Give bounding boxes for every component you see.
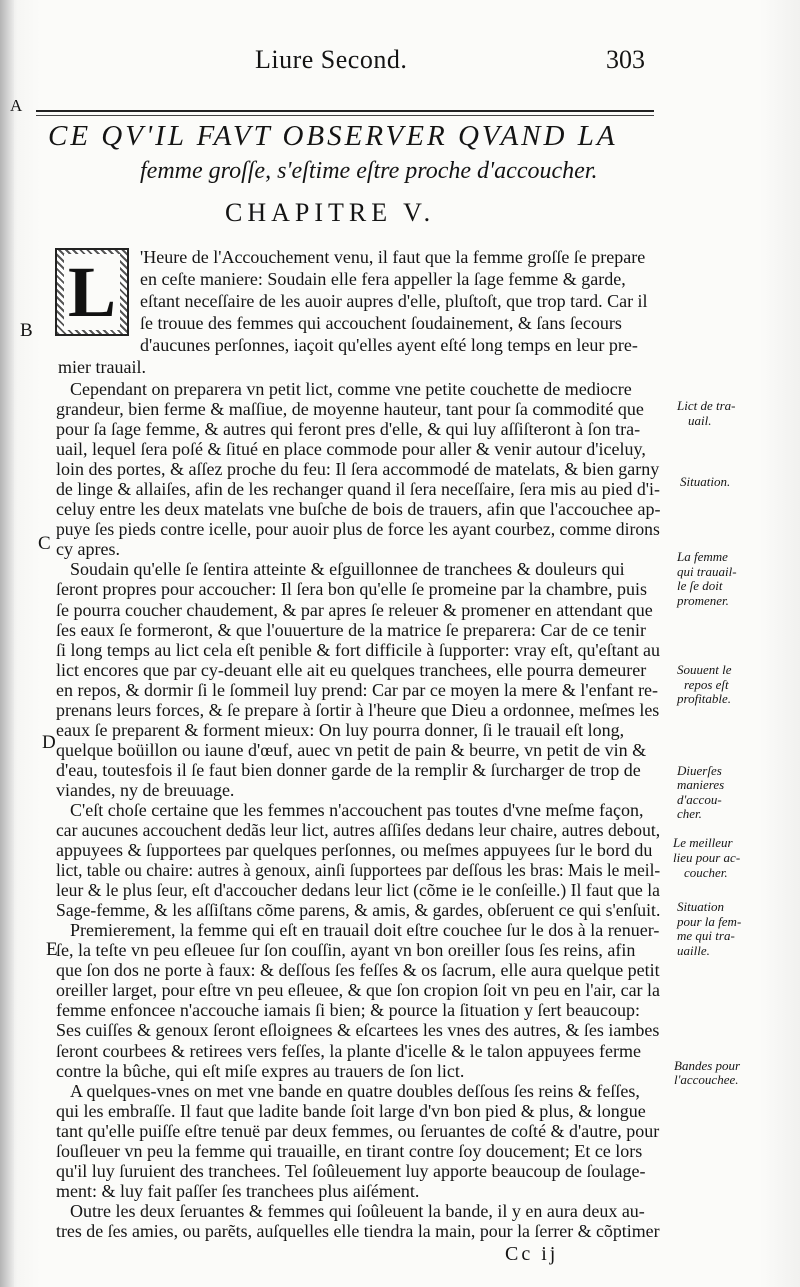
chapter-title-line-1: CE QV'IL FAVT OBSERVER QVAND LA <box>48 120 618 152</box>
margin-note: repos eſt <box>684 676 729 692</box>
margin-note: Diuerſes <box>677 762 722 778</box>
text-line: mier trauail. <box>58 357 146 377</box>
margin-note: promener. <box>677 593 729 609</box>
text-line: lict encores que par cy-deuant elle ait eu quelques tranchees, elle pourra demeurer <box>56 659 647 680</box>
text-line: appuyees & ſupportees par quelques perſonnes, ou meſmes appuyees ſur le bord du <box>56 840 653 861</box>
margin-note: Souuent le <box>677 662 732 678</box>
section-letter-e: E <box>46 939 58 961</box>
text-line: Ses cuiſſes & genoux ſeront eſloignees & eſcartees les vnes des autres, & ſes iambes <box>56 1020 660 1041</box>
text-line: leur & le plus ſeur, eſt d'accoucher dedans leur lict (cõme ie le conſeille.) Il faut que la <box>56 880 660 901</box>
text-line: loin des portes, & aſſez proche du feu: Il ſera accommodé de matelats, & bien garny <box>56 459 660 480</box>
text-line: viandes, ny de breuuage. <box>56 779 235 800</box>
section-letter-a: A <box>10 96 23 115</box>
margin-note: uail. <box>688 412 712 428</box>
margin-note: l'accouchee. <box>674 1072 739 1088</box>
text-line: qu'il luy ſuruient des tranchees. Tel ſoûleuement luy apporte beaucoup de ſoulage- <box>56 1160 646 1181</box>
text-line: d'eau, toutesfois il ſe faut bien donner garde de la remplir & ſurcharger de trop de <box>56 759 641 780</box>
margin-note: Le meilleur <box>673 835 733 851</box>
text-line: grandeur, bien ferme & maſſiue, de moyenne hauteur, tant pour ſa commodité que <box>56 399 644 420</box>
margin-note: cher. <box>677 806 702 822</box>
margin-note: qui trauail- <box>677 563 737 579</box>
text-line: pour ſa ſage femme, & autres qui feront pres d'elle, & qui luy aſſiſteront à ſon tra- <box>56 419 641 440</box>
text-line: femme enfoncee n'accouche iamais ſi bien; & pource la ſituation y ſert beaucoup: <box>56 1000 641 1021</box>
text-line: celuy entre les deux matelats vne buſche de bois de trauers, afin que l'accouchee ap- <box>56 499 661 520</box>
margin-note: profitable. <box>677 691 732 707</box>
text-line: d'aucunes perſonnes, iaçoit qu'elles ayent eſté long temps en leur pre- <box>140 335 638 355</box>
margin-note: Bandes pour <box>674 1057 741 1073</box>
chapter-title-line-2: femme groſſe, s'eſtime eſtre proche d'accoucher. <box>140 158 598 184</box>
text-line: que ſon dos ne porte à faux: & deſſous ſes feſſes & os ſacrum, elle aura quelque petit <box>56 960 660 981</box>
text-line: A quelques-vnes on met vne bande en quatre doubles deſſous ſes reins & feſſes, <box>70 1080 640 1101</box>
section-letter-b: B <box>20 320 33 341</box>
page-number: 303 <box>606 45 645 74</box>
margin-note: me qui tra- <box>677 928 735 944</box>
text-line: de linge & allaiſes, afin de les rechanger quand il ſera neceſſaire, ſera mis au pied d'i- <box>56 479 660 500</box>
text-line: contre la bûche, qui eſt miſe expres au trauers de ſon lict. <box>56 1060 465 1081</box>
margin-note: manieres <box>677 777 725 793</box>
text-line: ſe, la teſte vn peu eſleuee ſur ſon couſſin, ayant vn bon oreiller ſous ſes reins, afin <box>56 940 636 961</box>
text-line: ſe trouue des femmes qui accouchent ſoudainement, & ſans ſecours <box>140 313 622 333</box>
section-letter-d: D <box>42 731 56 753</box>
text-line: tant qu'elle puiſſe eſtre tenuë par deux femmes, ou ſeruantes de coſté & d'autre, pour <box>56 1120 660 1141</box>
section-letter-c: C <box>38 532 51 554</box>
text-line: qui les embraſſe. Il faut que ladite bande ſoit large d'vn bon pied & plus, & longue <box>56 1100 646 1121</box>
margin-note: pour la fem- <box>677 913 742 929</box>
ornamental-initial-letter: L <box>64 254 120 330</box>
text-line: ſeront courbees & retirees vers feſſes, la plante d'icelle & le talon appuyees ferme <box>56 1040 641 1061</box>
ornamental-initial <box>55 248 129 336</box>
text-line: prenans leurs forces, & ſe prepare à ſortir à l'heure que Dieu a ordonnee, meſmes les <box>56 699 660 720</box>
text-line: ſes eaux ſe formeront, & que l'ouuerture de la matrice ſe preparera: Car de ce tenir <box>56 619 646 640</box>
margin-note: lieu pour ac- <box>673 850 741 865</box>
margin-note: le ſe doit <box>677 578 723 594</box>
text-line: lict, table ou chaire: autres à genoux, ainſi ſupportees par deſſous les bras: Mais le meil- <box>56 860 661 881</box>
text-line: Sage-femme, & les aſſiſtans cõme parens, & amis, & gardes, obſeruent ce qui s'enſuit. <box>56 900 661 921</box>
text-line: tres de ſes amies, ou parẽts, auſquelles elle tiendra la main, pour la ſerrer & cõptimer <box>56 1220 660 1241</box>
text-line: en repos, & dormir ſi le ſommeil luy prend: Car par ce moyen la mere & l'enfant re- <box>56 679 659 700</box>
signature-mark: Cc ij <box>505 1243 559 1265</box>
text-line: Premierement, la femme qui eſt en trauail doit eſtre couchee ſur le dos à la renuer- <box>70 920 660 941</box>
text-line: oreiller larget, pour eſtre vn peu eſleuee, & que ſon cropion ſoit vn peu en l'air, car la <box>56 980 660 1001</box>
text-line: ment: & luy fait paſſer ſes tranchees plus aiſément. <box>56 1180 420 1201</box>
text-line: ſi long temps au lict cela eſt penible & fort difficile à ſupporter: vray eſt, qu'eſtant au <box>56 639 661 660</box>
text-line: 'Heure de l'Accouchement venu, il faut que la femme groſſe ſe prepare <box>140 247 646 267</box>
margin-note: Lict de tra- <box>677 398 736 414</box>
text-line: eaux ſe preparent & forment mieux: On luy pourra donner, ſi le trauail eſt long, <box>56 719 625 740</box>
text-line: en ceſte maniere: Soudain elle fera appeller la ſage femme & garde, <box>140 269 626 289</box>
margin-note: coucher. <box>684 864 728 880</box>
text-line: car aucunes accouchent dedãs leur lict, autres aſſiſes dedans leur chaire, autres debout, <box>56 820 661 841</box>
text-line: puye ſes pieds contre icelle, pour auoir plus de force les ayant courbez, comme dirons <box>56 519 660 540</box>
text-line: ſeront propres pour accoucher: Il ſera bon qu'elle ſe promeine par la chambre, puis <box>56 579 648 600</box>
margin-note: Situation. <box>680 473 731 489</box>
margin-note: La femme <box>677 549 728 565</box>
text-line: quelque boüillon ou iaune d'œuf, auec vn petit de pain & beurre, vn petit de vin & <box>56 739 647 760</box>
text-line: ſouſleuer vn peu la femme qui trauaille, en tirant contre ſoy doucement; Et ce lors <box>56 1140 643 1161</box>
text-line: cy apres. <box>56 539 120 560</box>
text-line: Cependant on preparera vn petit lict, comme vne petite couchette de mediocre <box>70 379 632 399</box>
text-line: Outre les deux ſeruantes & femmes qui ſoûleuent la bande, il y en aura deux au- <box>70 1200 645 1221</box>
running-head: Liure Second. <box>255 45 408 74</box>
text-line: eſtant neceſſaire de les auoir aupres d'elle, pluſtoſt, que trop tard. Car il <box>140 291 648 311</box>
margin-note: uaille. <box>677 942 710 958</box>
chapter-heading: CHAPITRE V. <box>225 198 436 227</box>
margin-note: Situation <box>677 899 724 915</box>
text-line: C'eſt choſe certaine que les femmes n'accouchent pas toutes d'vne meſme façon, <box>70 799 644 820</box>
header-rule <box>36 110 654 112</box>
text-line: ſe pourra coucher chaudement, & par apres ſe releuer & promener en attendant que <box>56 599 653 620</box>
text-line: Soudain qu'elle ſe ſentira atteinte & eſguillonnee de tranchees & douleurs qui <box>70 559 625 580</box>
text-line: uail, lequel ſera poſé & ſitué en place commode pour aller & venir autour d'iceluy, <box>56 439 646 460</box>
margin-note: d'accou- <box>677 791 722 807</box>
gutter-shadow <box>0 0 14 1287</box>
